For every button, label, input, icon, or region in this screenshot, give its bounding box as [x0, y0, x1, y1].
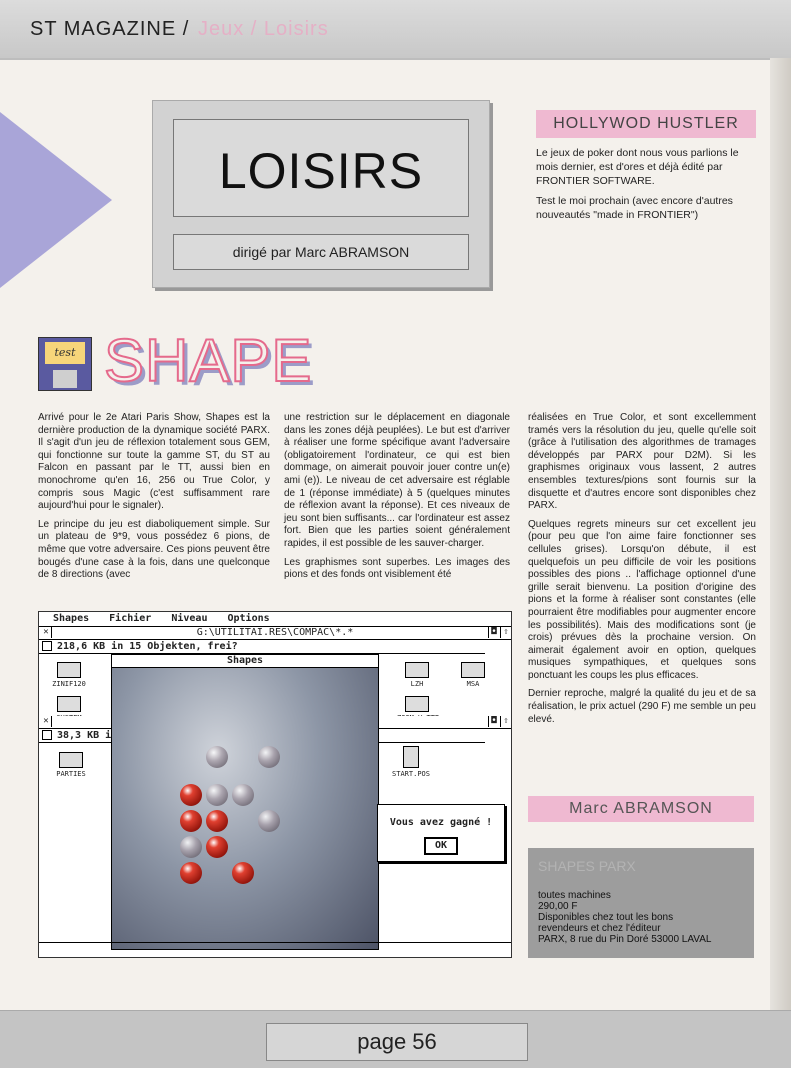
- menu-item[interactable]: Shapes: [53, 613, 90, 624]
- section-title: LOISIRS: [218, 143, 424, 199]
- article-paragraph: une restriction sur le déplacement en diagonale dans les zones déjà peuplées). Le but est d'arriver à réaliser une forme spécifique avant l'adversaire (obligatoirement l'ordinateur, ce qui est bien dommage, on aimerait pouvoir jouer contre un(e) ami (e)). Le niveau de cet adversaire est réglable de 1 (réponse immédiate) à 5 (quelques minutes de réflexion avant la réponse). Et ces niveaux de jeu sont bien suffisants... car l'ordinateur est assez fort. Bien que les parties soient généralement rapides, il est possible de les sauver-charger.: [284, 412, 510, 549]
- article-paragraph: Arrivé pour le 2e Atari Paris Show, Shapes est la dernière production de la dynamique société PARX. Il s'agit d'un jeu de réflexion totalement sous GEM, qui fonctionne sur toute la gamme ST, du ST au Falcon en passant par le TT, aussi bien en monochrome qu'en 16, 256 ou True Color, y compris sous Magic (c'est suffisamment rare aujourd'hui pour le signaler).: [38, 412, 270, 512]
- menu-item[interactable]: Niveau: [171, 613, 208, 624]
- section-name: Jeux / Loisirs: [198, 18, 329, 40]
- article-paragraph: Dernier reproche, malgré la qualité du jeu et de sa réalisation, le prix actuel (290 F) me semble un peu elevé.: [528, 688, 756, 725]
- menu-item[interactable]: Fichier: [109, 613, 152, 624]
- desktop-file-icon[interactable]: [51, 752, 91, 778]
- window1-info: 218,6 KB in 15 Objekten, frei?: [57, 641, 238, 652]
- page-edge: [770, 58, 791, 1010]
- red-piece[interactable]: [180, 810, 202, 832]
- author-name: Marc ABRAMSON: [528, 796, 754, 822]
- product-details: [538, 890, 711, 945]
- checkbox-icon: [42, 730, 52, 740]
- fuller-icon[interactable]: ◘: [488, 627, 499, 638]
- file-label: PARTIES: [56, 770, 86, 778]
- scroll-up-icon[interactable]: ⇧: [500, 627, 511, 638]
- menu-item[interactable]: Options: [227, 613, 270, 624]
- page-number: page 56: [266, 1023, 528, 1061]
- shapes-game-window[interactable]: [111, 654, 379, 950]
- checkbox-icon: [42, 641, 52, 651]
- desktop-file-icon[interactable]: [397, 662, 437, 688]
- article-paragraph: Quelques regrets mineurs sur cet excellent jeu (pour peu que l'on aime faire fonctionner ses cellules grises). Lorsqu'on débute, il est quelquefois un peu difficile de voir les positions possibles des pions .. l'affichage optionnel d'une grille serait bienvenu. La position d'origine des pions et la forme à réaliser sont constantes (elle pourraient être modifiables pour augmenter encore les possibilités). Mais des modifications sont (je crois) prévues dès la prochaine version. On aimerait également avoir en option, quelques musiques sympathiques, et quelques sons ponctuant les coups les plus efficaces.: [528, 518, 756, 681]
- magazine-name: ST MAGAZINE /: [30, 18, 190, 40]
- file-label: ZINIF120: [52, 680, 86, 688]
- decorative-triangle: [0, 112, 112, 288]
- folder-icon: [57, 696, 81, 712]
- folder-icon: [461, 662, 485, 678]
- game-titlebar[interactable]: [112, 655, 378, 668]
- desktop-file-icon[interactable]: [391, 746, 431, 778]
- game-screenshot: [38, 611, 512, 958]
- ghost-piece: [206, 784, 228, 806]
- desktop-file-icon[interactable]: [49, 662, 89, 688]
- floppy-shutter: [53, 370, 77, 388]
- folder-icon: [57, 662, 81, 678]
- floppy-disk-icon: [38, 337, 92, 391]
- product-line: Disponibles chez tout les bons: [538, 912, 674, 923]
- product-line: 290,00 F: [538, 901, 578, 912]
- ghost-piece: [206, 746, 228, 768]
- window1-info-line: [39, 640, 485, 654]
- red-piece[interactable]: [232, 862, 254, 884]
- program-icon: [405, 696, 429, 712]
- close-icon[interactable]: ✕: [41, 627, 52, 638]
- article-paragraph: Les graphismes sont superbes. Les images des pions et des fonds ont visiblement été: [284, 556, 510, 581]
- sidebar-title: HOLLYWOD HUSTLER: [536, 110, 756, 138]
- file-label: START.POS: [392, 770, 430, 778]
- horizontal-scrollbar[interactable]: [39, 942, 511, 956]
- window1-titlebar[interactable]: [39, 627, 511, 640]
- page-header: [0, 0, 791, 60]
- article-column-2: [284, 412, 510, 588]
- section-title-box: [152, 100, 490, 288]
- product-line: toutes machines: [538, 890, 611, 901]
- desktop-file-icon[interactable]: [453, 662, 493, 688]
- ok-button[interactable]: OK: [424, 837, 458, 855]
- sidebar-paragraph: Test le moi prochain (avec encore d'autres nouveautés "made in FRONTIER"): [536, 195, 733, 221]
- red-piece[interactable]: [206, 810, 228, 832]
- ghost-piece: [232, 784, 254, 806]
- ghost-piece: [180, 836, 202, 858]
- article-column-1: [38, 412, 270, 588]
- file-label: MSA: [466, 680, 480, 688]
- red-piece[interactable]: [180, 862, 202, 884]
- gem-menu-bar: [39, 612, 511, 627]
- red-piece[interactable]: [180, 784, 202, 806]
- product-label: SHAPES PARX: [538, 858, 636, 874]
- sidebar-text: [536, 146, 756, 228]
- product-info-box: [528, 848, 754, 958]
- fuller-icon[interactable]: ◘: [488, 716, 499, 727]
- window2-info: 38,3 KB i: [57, 730, 112, 741]
- article-title: SHAPE: [104, 327, 313, 394]
- game-board[interactable]: [112, 668, 378, 949]
- ghost-piece: [258, 746, 280, 768]
- test-badge: test: [45, 342, 85, 364]
- window1-title: G:\UTILITAI.RES\COMPAC\*.*: [196, 627, 354, 638]
- article-column-3: [528, 412, 756, 732]
- product-line: PARX, 8 rue du Pin Doré 53000 LAVAL: [538, 934, 712, 945]
- dialog-message: Vous avez gagné !: [389, 817, 493, 828]
- section-title-frame: [173, 119, 469, 217]
- win-dialog: [377, 804, 505, 862]
- article-paragraph: Le principe du jeu est diaboliquement simple. Sur un plateau de 9*9, vous possédez 6 pions, de même que votre adversaire. Ces pions peuvent être bougés d'une case à la fois, dans une quelconque de 8 directions (avec: [38, 518, 270, 581]
- folder-icon: [405, 662, 429, 678]
- game-title: Shapes: [226, 655, 264, 666]
- close-icon[interactable]: ✕: [41, 716, 52, 727]
- article-paragraph: réalisées en True Color, et sont excellemment tramés vers la résolution du jeu, quelle qu'elle soit (grâce à l'utilisation des algorithmes de tramages développés par PARX pour D2M). Si les graphismes originaux vous lassent, 2 autres ensembles textures/pions sont fournis sur la disquette et d'autres encore sont disponibles chez PARX.: [528, 412, 756, 512]
- red-piece[interactable]: [206, 836, 228, 858]
- document-icon: [403, 746, 419, 768]
- ghost-piece: [258, 810, 280, 832]
- file-label: LZH: [410, 680, 424, 688]
- sidebar-paragraph: Le jeux de poker dont nous vous parlions le mois dernier, est d'ores et déjà édité par FRONTIER SOFTWARE.: [536, 147, 739, 187]
- folder-icon: [59, 752, 83, 768]
- page-footer: [0, 1010, 791, 1068]
- product-line: revendeurs et chez l'éditeur: [538, 923, 661, 934]
- scroll-up-icon[interactable]: ⇧: [500, 716, 511, 727]
- section-byline: dirigé par Marc ABRAMSON: [173, 234, 469, 270]
